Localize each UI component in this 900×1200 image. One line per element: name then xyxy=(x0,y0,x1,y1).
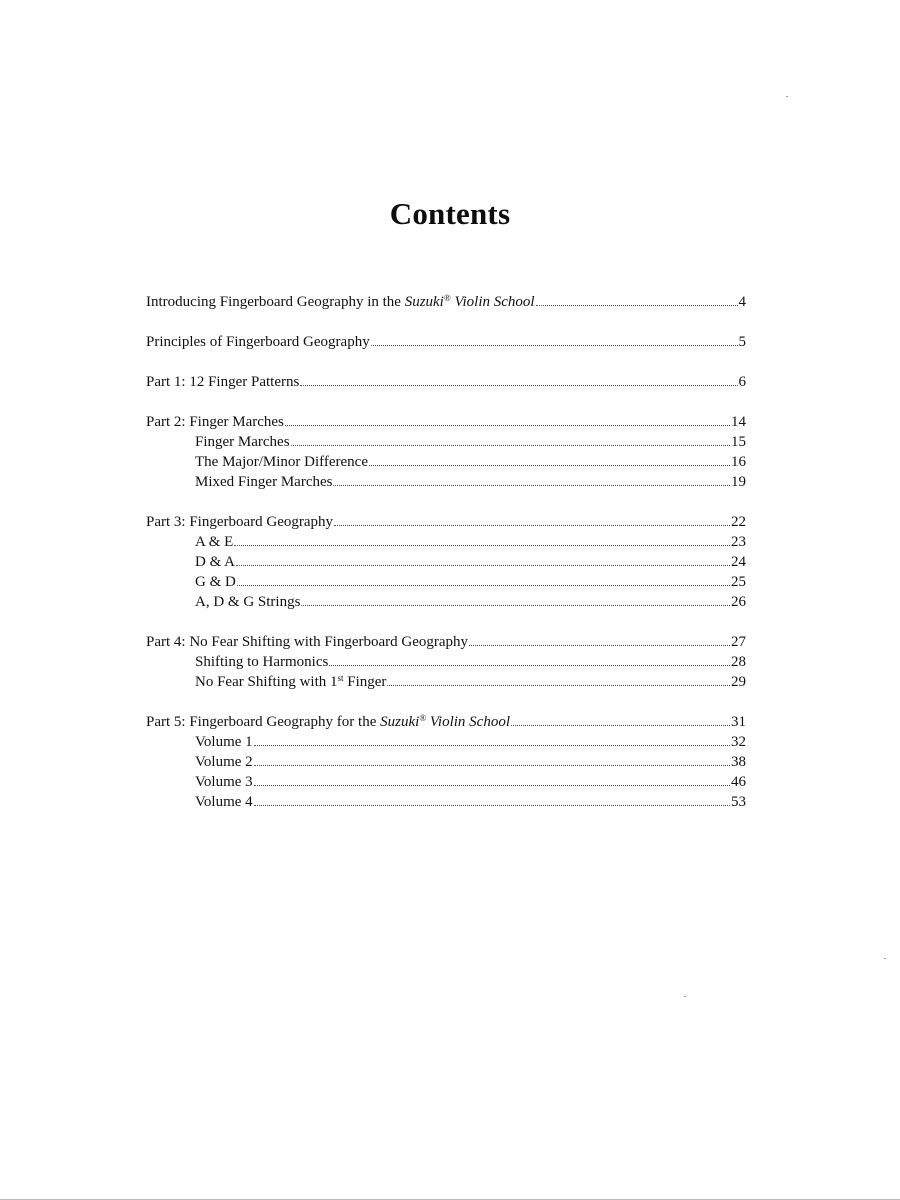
dot-leader xyxy=(369,464,730,466)
registered-mark: ® xyxy=(443,293,451,303)
toc-page-number: 28 xyxy=(731,654,746,670)
toc-page-number: 16 xyxy=(731,454,746,470)
dot-leader xyxy=(371,344,738,346)
dot-leader xyxy=(333,484,730,486)
italic-title-part: Violin School xyxy=(426,714,511,730)
ordinal-suffix: st xyxy=(337,673,344,683)
toc-entry-title xyxy=(195,432,290,452)
toc-page-number: 32 xyxy=(731,734,746,750)
toc-subentry[interactable] xyxy=(146,732,746,752)
dot-leader xyxy=(291,444,730,446)
toc-subentry[interactable] xyxy=(146,652,746,672)
toc-entry-text: Part 2: Finger Marches xyxy=(146,414,284,430)
dot-leader xyxy=(511,724,730,726)
dot-leader xyxy=(254,784,730,786)
toc-entry-text: Part 3: Fingerboard Geography xyxy=(146,514,334,530)
scan-speck xyxy=(786,96,788,97)
toc-entry-text: Shifting to Harmonics xyxy=(195,654,329,670)
dot-leader xyxy=(237,584,730,586)
toc-entry-title xyxy=(195,552,235,572)
toc-entry-text: Principles of Fingerboard Geography xyxy=(146,334,370,350)
dot-leader xyxy=(254,744,730,746)
toc-entry-title xyxy=(146,512,333,532)
toc-page-number: 29 xyxy=(731,674,746,690)
toc-entry[interactable] xyxy=(146,632,746,652)
scan-speck xyxy=(884,958,886,959)
scan-speck xyxy=(684,996,686,997)
toc-entry[interactable] xyxy=(146,712,746,732)
toc-entry[interactable] xyxy=(146,292,746,312)
toc-page-number: 46 xyxy=(731,774,746,790)
toc-entry-title xyxy=(146,292,535,312)
toc-page-number: 22 xyxy=(731,514,746,530)
toc-entry-title xyxy=(195,532,233,552)
registered-mark: ® xyxy=(419,713,427,723)
toc-group xyxy=(146,712,746,812)
italic-title-part: Violin School xyxy=(450,294,535,310)
toc-entry-title xyxy=(195,672,386,692)
toc-group xyxy=(146,292,746,312)
toc-entry-text: G & D xyxy=(195,574,236,590)
toc-entry-text: Finger Marches xyxy=(195,434,290,450)
toc-entry-title xyxy=(195,792,253,812)
dot-leader xyxy=(254,764,730,766)
toc-entry-title xyxy=(195,752,253,772)
toc-entry-text: The Major/Minor Difference xyxy=(195,454,368,470)
toc-subentry[interactable] xyxy=(146,752,746,772)
italic-title xyxy=(380,714,510,730)
table-of-contents xyxy=(146,292,746,832)
dot-leader xyxy=(300,384,737,386)
toc-entry-title xyxy=(195,472,332,492)
toc-entry[interactable] xyxy=(146,372,746,392)
toc-subentry[interactable] xyxy=(146,552,746,572)
toc-entry-text: Part 1: 12 Finger Patterns xyxy=(146,374,300,390)
dot-leader xyxy=(285,424,730,426)
toc-entry-text: Part 5: Fingerboard Geography for the xyxy=(146,714,381,730)
toc-entry-title xyxy=(195,572,236,592)
toc-entry-text: Part 4: No Fear Shifting with Fingerboard Geography xyxy=(146,634,469,650)
toc-page-number: 38 xyxy=(731,754,746,770)
toc-group xyxy=(146,632,746,692)
toc-entry-text: Volume 2 xyxy=(195,754,253,770)
toc-page-number: 24 xyxy=(731,554,746,570)
toc-entry-text: A, D & G Strings xyxy=(195,594,301,610)
toc-entry-title xyxy=(146,412,284,432)
toc-page-number: 6 xyxy=(738,374,746,390)
toc-page-number: 26 xyxy=(731,594,746,610)
toc-entry-text: Introducing Fingerboard Geography in the xyxy=(146,294,405,310)
italic-title-part: Suzuki xyxy=(404,294,444,310)
italic-title-part: Suzuki xyxy=(380,714,420,730)
toc-page-number: 25 xyxy=(731,574,746,590)
toc-subentry[interactable] xyxy=(146,592,746,612)
toc-page-number: 53 xyxy=(731,794,746,810)
dot-leader xyxy=(236,564,730,566)
toc-subentry[interactable] xyxy=(146,672,746,692)
toc-subentry[interactable] xyxy=(146,772,746,792)
toc-group xyxy=(146,512,746,612)
toc-group xyxy=(146,372,746,392)
dot-leader xyxy=(301,604,730,606)
page-title: Contents xyxy=(389,196,511,231)
toc-entry-title xyxy=(146,332,370,352)
toc-entry[interactable] xyxy=(146,412,746,432)
toc-page-number: 31 xyxy=(731,714,746,730)
toc-entry-text: A & E xyxy=(195,534,234,550)
toc-page-number: 4 xyxy=(738,294,746,310)
dot-leader xyxy=(334,524,730,526)
toc-entry-text: Volume 4 xyxy=(195,794,253,810)
toc-page-number: 15 xyxy=(731,434,746,450)
dot-leader xyxy=(469,644,730,646)
toc-entry-text-tail: Finger xyxy=(343,674,387,690)
dot-leader xyxy=(329,664,730,666)
toc-entry-title xyxy=(146,372,299,392)
toc-subentry[interactable] xyxy=(146,532,746,552)
toc-group xyxy=(146,332,746,352)
toc-page-number: 5 xyxy=(738,334,746,350)
dot-leader xyxy=(234,544,730,546)
toc-entry-title xyxy=(195,652,328,672)
toc-entry-title xyxy=(195,732,253,752)
toc-entry-text: Volume 3 xyxy=(195,774,253,790)
toc-page-number: 27 xyxy=(731,634,746,650)
dot-leader xyxy=(254,804,730,806)
italic-title xyxy=(405,294,535,310)
dot-leader xyxy=(536,304,738,306)
toc-entry[interactable] xyxy=(146,512,746,532)
toc-page-number: 23 xyxy=(731,534,746,550)
toc-entry[interactable] xyxy=(146,332,746,352)
toc-subentry[interactable] xyxy=(146,572,746,592)
toc-entry-title xyxy=(195,772,253,792)
toc-page-number: 14 xyxy=(731,414,746,430)
toc-entry-text: D & A xyxy=(195,554,236,570)
toc-entry-title xyxy=(195,592,300,612)
toc-entry-text: Volume 1 xyxy=(195,734,253,750)
toc-entry-title xyxy=(146,712,510,732)
toc-subentry[interactable] xyxy=(146,792,746,812)
toc-page-number: 19 xyxy=(731,474,746,490)
toc-subentry[interactable] xyxy=(146,432,746,452)
toc-subentry[interactable] xyxy=(146,472,746,492)
toc-subentry[interactable] xyxy=(146,452,746,472)
dot-leader xyxy=(387,684,730,686)
toc-group xyxy=(146,412,746,492)
toc-entry-title xyxy=(146,632,468,652)
toc-entry-text: Mixed Finger Marches xyxy=(195,474,333,490)
toc-entry-title xyxy=(195,452,368,472)
toc-entry-text: No Fear Shifting with 1 xyxy=(195,674,338,690)
